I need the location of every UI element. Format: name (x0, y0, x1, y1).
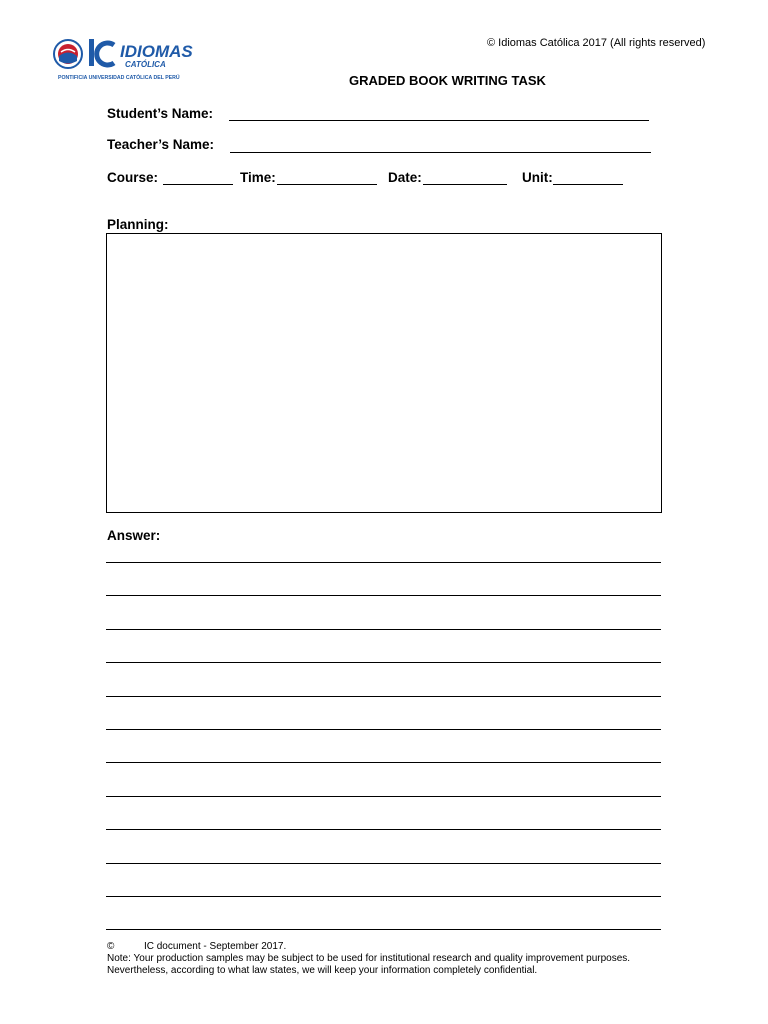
time-label: Time: (240, 170, 276, 185)
footer-copyright-symbol: © (107, 941, 115, 952)
answer-line[interactable] (106, 896, 661, 897)
teacher-name-field[interactable] (230, 138, 651, 153)
footer-document-info: IC document - September 2017. (143, 941, 287, 952)
svg-text:IDIOMAS: IDIOMAS (120, 42, 193, 61)
date-label: Date: (388, 170, 422, 185)
answer-line[interactable] (106, 662, 661, 663)
answer-line[interactable] (106, 696, 661, 697)
answer-line[interactable] (106, 629, 661, 630)
answer-line[interactable] (106, 863, 661, 864)
date-field[interactable] (423, 170, 507, 185)
answer-line[interactable] (106, 595, 661, 596)
answer-line[interactable] (106, 829, 661, 830)
copyright-notice: © Idiomas Católica 2017 (All rights reserved) (487, 37, 706, 49)
footer-confidentiality: Nevertheless, according to what law states, we will keep your information completely confidential. (107, 965, 538, 976)
answer-line[interactable] (106, 562, 661, 563)
answer-line[interactable] (106, 729, 661, 730)
footer-note: Note: Your production samples may be subject to be used for institutional research and quality improvement purposes. (107, 953, 631, 964)
svg-text:CATÓLICA: CATÓLICA (125, 60, 166, 69)
svg-text:PONTIFICIA UNIVERSIDAD CATÓLIC: PONTIFICIA UNIVERSIDAD CATÓLICA DEL PERÚ (58, 75, 180, 81)
course-label: Course: (107, 170, 159, 185)
teacher-name-label: Teacher’s Name: (107, 137, 215, 152)
course-field[interactable] (163, 170, 233, 185)
answer-line[interactable] (106, 929, 661, 930)
unit-field[interactable] (553, 170, 623, 185)
unit-label: Unit: (522, 170, 553, 185)
student-name-field[interactable] (229, 106, 649, 121)
time-field[interactable] (277, 170, 377, 185)
page-title: GRADED BOOK WRITING TASK (349, 73, 546, 88)
footer-line-1 (107, 941, 630, 953)
answer-line[interactable] (106, 762, 661, 763)
answer-line[interactable] (106, 796, 661, 797)
planning-box[interactable] (106, 233, 662, 513)
footer (107, 941, 630, 977)
student-name-label: Student’s Name: (107, 106, 214, 121)
planning-label: Planning: (107, 217, 169, 232)
answer-label: Answer: (107, 528, 161, 543)
